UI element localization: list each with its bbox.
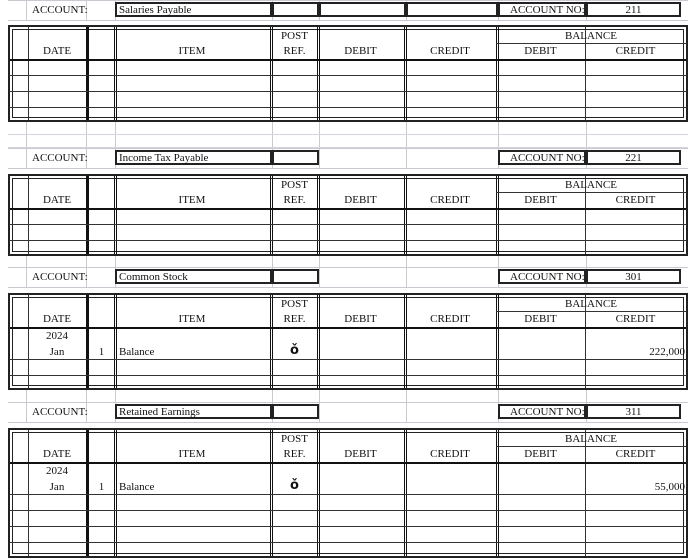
entry-item: Balance	[119, 346, 155, 358]
account-header	[8, 148, 688, 169]
item-header: ITEM	[178, 45, 206, 57]
balance-credit-header: CREDIT	[615, 45, 656, 57]
account-label: ACCOUNT:	[32, 4, 88, 16]
spacer-row	[8, 122, 688, 148]
account-header	[8, 267, 688, 288]
ledger-table	[8, 293, 688, 390]
entry-year: 2024	[46, 465, 68, 477]
balance-credit-header: CREDIT	[615, 313, 656, 325]
ref-header: REF.	[283, 194, 306, 206]
entry-balance-credit: 222,000	[649, 346, 685, 358]
header-blank-field[interactable]	[272, 404, 319, 419]
balance-label: BALANCE	[565, 179, 617, 191]
date-header: DATE	[42, 313, 72, 325]
date-header: DATE	[42, 194, 72, 206]
post-label: POST	[281, 298, 308, 310]
entry-month: Jan	[49, 346, 65, 358]
account-no-label: ACCOUNT NO:	[510, 406, 585, 418]
ref-header: REF.	[283, 313, 306, 325]
debit-header: DEBIT	[344, 45, 377, 57]
balance-credit-header: CREDIT	[615, 448, 656, 460]
debit-header: DEBIT	[344, 313, 377, 325]
account-header	[8, 0, 688, 21]
entry-year: 2024	[46, 330, 68, 342]
item-header: ITEM	[178, 448, 206, 460]
header-blank-field[interactable]	[272, 150, 319, 165]
ledger-table	[8, 174, 688, 256]
account-number: 221	[625, 152, 642, 164]
account-no-label: ACCOUNT NO:	[510, 271, 585, 283]
balance-debit-header: DEBIT	[524, 45, 557, 57]
entry-balance-credit: 55,000	[654, 481, 685, 493]
account-no-label: ACCOUNT NO:	[510, 4, 585, 16]
post-label: POST	[281, 433, 308, 445]
post-ref-mark: ǒ	[290, 478, 299, 493]
credit-header: CREDIT	[430, 448, 470, 460]
account-name: Income Tax Payable	[119, 152, 209, 164]
item-header: ITEM	[178, 313, 206, 325]
entry-day: 1	[98, 481, 105, 493]
account-name: Common Stock	[119, 271, 188, 283]
account-header	[8, 402, 688, 423]
post-label: POST	[281, 30, 308, 42]
account-name: Retained Earnings	[119, 406, 200, 418]
header-blank-field[interactable]	[272, 2, 319, 17]
account-number: 311	[625, 406, 642, 418]
credit-header: CREDIT	[430, 194, 470, 206]
post-label: POST	[281, 179, 308, 191]
date-header: DATE	[42, 45, 72, 57]
item-header: ITEM	[178, 194, 206, 206]
header-blank-field[interactable]	[319, 2, 406, 17]
account-label: ACCOUNT:	[32, 406, 88, 418]
account-number: 211	[625, 4, 642, 16]
date-header: DATE	[42, 448, 72, 460]
ledger-table	[8, 25, 688, 122]
account-number: 301	[625, 271, 642, 283]
entry-month: Jan	[49, 481, 65, 493]
balance-debit-header: DEBIT	[524, 448, 557, 460]
balance-credit-header: CREDIT	[615, 194, 656, 206]
balance-label: BALANCE	[565, 30, 617, 42]
header-blank-field[interactable]	[272, 269, 319, 284]
account-no-label: ACCOUNT NO:	[510, 152, 585, 164]
header-blank-field[interactable]	[406, 2, 498, 17]
account-name: Salaries Payable	[119, 4, 192, 16]
credit-header: CREDIT	[430, 313, 470, 325]
balance-debit-header: DEBIT	[524, 313, 557, 325]
balance-label: BALANCE	[565, 298, 617, 310]
balance-label: BALANCE	[565, 433, 617, 445]
debit-header: DEBIT	[344, 448, 377, 460]
entry-item: Balance	[119, 481, 155, 493]
post-ref-mark: ǒ	[290, 343, 299, 358]
account-label: ACCOUNT:	[32, 152, 88, 164]
entry-day: 1	[98, 346, 105, 358]
debit-header: DEBIT	[344, 194, 377, 206]
balance-debit-header: DEBIT	[524, 194, 557, 206]
credit-header: CREDIT	[430, 45, 470, 57]
ref-header: REF.	[283, 448, 306, 460]
ledger-table	[8, 428, 688, 558]
account-label: ACCOUNT:	[32, 271, 88, 283]
ref-header: REF.	[283, 45, 306, 57]
